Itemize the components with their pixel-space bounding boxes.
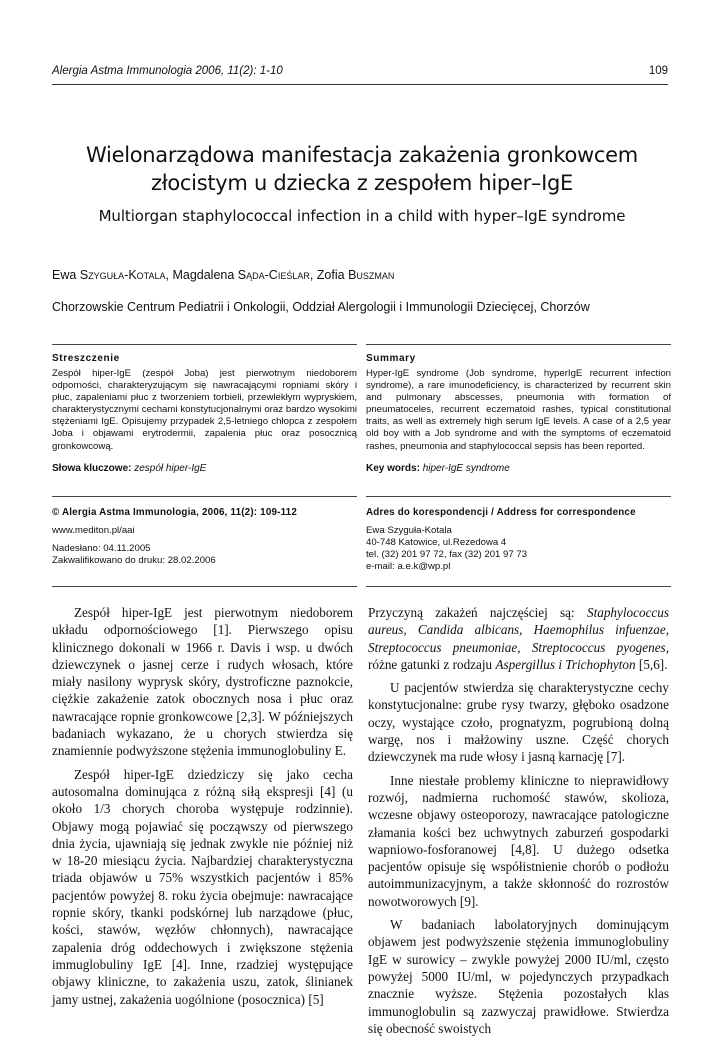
body-paragraph: W badaniach labolatoryjnych dominującym objawem jest podwyższenie stężenia immunoglobuliny IgE w surowicy – zwykle powyżej 2000 IU/ml, często powyżej 5000 IU/ml, w pojedynczych przypadkach znacznie wyższe. Stężenia pozostałych klas immunoglobulin są zazwyczaj prawidłowe. Stwierdza się obecność swoistych — [368, 917, 669, 1036]
pathogen-list: Staphylococcus aureus, Candida albicans, Haemophilus infuenzae, Streptococcus pneumoniae, Streptococcus pyogenes, — [368, 605, 669, 655]
info-top-rule-right — [366, 496, 671, 497]
keywords-value: hiper-IgE syndrome — [422, 462, 510, 474]
abstract-top-rule-left — [52, 344, 357, 345]
correspondence-address: 40-748 Katowice, ul.Rezedowa 4 — [366, 537, 507, 548]
body-paragraph: Inne niestałe problemy kliniczne to nieprawidłowy rozwój, nadmierna ruchomość stawów, skolioza, wczesne objawy osteoporozy, nawracające patologiczne złamania kości bez uchwytnych zaburzeń gospodarki wapniowo-fosforanowej [4,8]. U dużego odsetka pacjentów opisuje się współistnienie chorób o podłożu autoimmunizacyjnym, a także skłonność do rozrostów nowotworowych [9]. — [368, 772, 669, 909]
keywords-value: zespół hiper-IgE — [134, 462, 207, 474]
genera-list: Aspergillus i Trichophyton — [495, 656, 636, 672]
author-3-last: Buszman — [348, 268, 395, 282]
copyright-line: © Alergia Astma Immunologia, 2006, 11(2): 109-112 — [52, 507, 297, 518]
header-rule — [52, 84, 668, 85]
body-top-rule-left — [52, 586, 357, 587]
abstract-text: Hyper-IgE syndrome (Job syndrome, hyperIgE recurrent infection syndrome), a rare imunodeficiency, is characterized by recurrent skin and pulmonary abscesses, pneumonia with formation of pneumatoceles, recurrent eczematoid rashes, typical constitutional traits, as well as extremely high serum IgE levels. A case of a 2,5 year old boy with a Job syndrome and with the symptoms of eczematoid rashes, pneumonia and staphylococcal sepsis has been reported. — [366, 368, 671, 452]
correspondence — [366, 507, 676, 573]
keywords-label: Key words: — [366, 462, 420, 474]
author-sep: , — [309, 268, 317, 282]
body-paragraph: Przyczyną zakażeń najczęściej są: Staphylococcus aureus, Candida albicans, Haemophilus infuenzae, Streptococcus pneumoniae, Streptococcus pyogenes, różne gatunki z rodzaju Aspergillus i Trichophyton [5,6]. — [368, 605, 669, 672]
author-3-first: Zofia — [316, 268, 345, 282]
keywords — [52, 463, 357, 474]
article-title-english: Multiorgan staphylococcal infection in a child with hyper–IgE syndrome — [98, 207, 626, 225]
correspondence-name: Ewa Szyguła-Kotala — [366, 525, 452, 536]
accepted-date: Zakwalifikowano do druku: 28.02.2006 — [52, 555, 216, 566]
body-top-rule-right — [366, 586, 671, 587]
author-2-last: Sąda-Cieślar — [237, 268, 310, 282]
abstract-top-rule-right — [366, 344, 671, 345]
journal-citation: Alergia Astma Immunologia 2006, 11(2): 1-10 — [52, 65, 283, 77]
submitted-date: Nadesłano: 04.11.2005 — [52, 543, 151, 554]
affiliation: Chorzowskie Centrum Pediatrii i Onkologii, Oddział Alergologii i Immunologii Dziecięcej, Chorzów — [52, 300, 590, 314]
author-1-first: Ewa — [52, 268, 77, 282]
article-title-polish — [40, 141, 684, 197]
publication-info — [52, 507, 362, 567]
abstract-heading: Streszczenie — [52, 353, 120, 364]
title-line-2: złocistym u dziecka z zespołem hiper–IgE — [150, 171, 574, 195]
body-paragraph: Zespół hiper-IgE jest pierwotnym niedoborem układu odpornościowego [1]. Pierwszego opisu klinicznego dokonali w 1966 r. Davis i wsp. u dwóch dziewczynek o jasnej cerze i rudych włosach, które miały nasilony wyprysk skóry, dystroficzne paznokcie, ciężkie zakażenie zatok obocznych nosa i płuc oraz nawracające ropnie gronkowcowe [2,3]. W późniejszych badaniach wykazano, że u chorych stwierdza się znamiennie podwyższone stężenia immunoglobuliny E. — [52, 605, 353, 759]
correspondence-heading: Adres do korespondencji / Address for correspondence — [366, 507, 636, 518]
body-paragraph: U pacjentów stwierdza się charakterystyczne cechy konstytucjonalne: grube rysy twarzy, głęboko osadzone oczy, wystające czoło, prognatyzm, pogrubioną dolną wargę, nos i małżowiny uszne. Część chorych dziewczynek ma rude włosy i jasną karnację [7]. — [368, 680, 669, 765]
running-head — [52, 65, 668, 81]
abstract-text: Zespół hiper-IgE (zespół Joba) jest pierwotnym niedoborem odporności, charakteryzującym się nawracającymi ropniami skóry i płuc, zapaleniami płuc z tworzeniem torbieli, przewlekłym wypryskiem, charakterystycznymi cechami konstytucjonalnymi oraz bardzo wysokimi stężeniami IgE. Opisujemy przypadek 2,5-letniego chłopca z zespołem Joba i objawami erytrodermii, zapalenia płuc oraz posocznicą gronkowcową. — [52, 368, 357, 452]
author-1-last: Szyguła-Kotala — [79, 268, 166, 282]
page-number: 109 — [648, 65, 668, 77]
body-column-right — [368, 604, 669, 1043]
title-line-1: Wielonarządowa manifestacja zakażenia gronkowcem — [86, 143, 638, 167]
correspondence-email[interactable]: e-mail: a.e.k@wp.pl — [366, 561, 451, 572]
body-paragraph: Zespół hiper-IgE dziedziczy się jako cecha autosomalna dominująca z różną siłą ekspresji [4] (u około 1/3 chorych choroba występuje rodzinnie). Objawy mogą pojawiać się począwszy od pierwszego dnia życia, ujawniają się jednak zwykle nie później niż w 18-20 miesiącu życia. Najbardziej charakterystyczna triada objawów u 75% wszystkich pacjentów i 85% pacjentów powyżej 8. roku życia obejmuje: nawracające ropnie skóry, tkanki podskórnej lub narządowe (płuc, kości, stawów, węzłów chłonnych), nawracające zapalenia dróg oddechowych i zwiększone stężenia immuglobuliny IgE [4]. Inne, rzadziej występujące objawy kliniczne, to zakażenia uszu, zatok, ślinianek jamy ustnej, zakażenia uogólnione (posocznica) [5] — [52, 766, 353, 1007]
keywords — [366, 463, 671, 474]
keywords-label: Słowa kluczowe: — [52, 462, 132, 474]
author-list — [52, 268, 394, 282]
author-2-first: Magdalena — [172, 268, 235, 282]
abstract-polish — [52, 353, 357, 474]
website-link[interactable]: www.mediton.pl/aai — [52, 525, 135, 536]
correspondence-phone: tel. (32) 201 97 72, fax (32) 201 97 73 — [366, 549, 528, 560]
abstract-heading: Summary — [366, 353, 416, 364]
abstract-english — [366, 353, 671, 474]
info-top-rule-left — [52, 496, 357, 497]
author-sep: , — [165, 268, 173, 282]
body-column-left — [52, 604, 353, 1014]
